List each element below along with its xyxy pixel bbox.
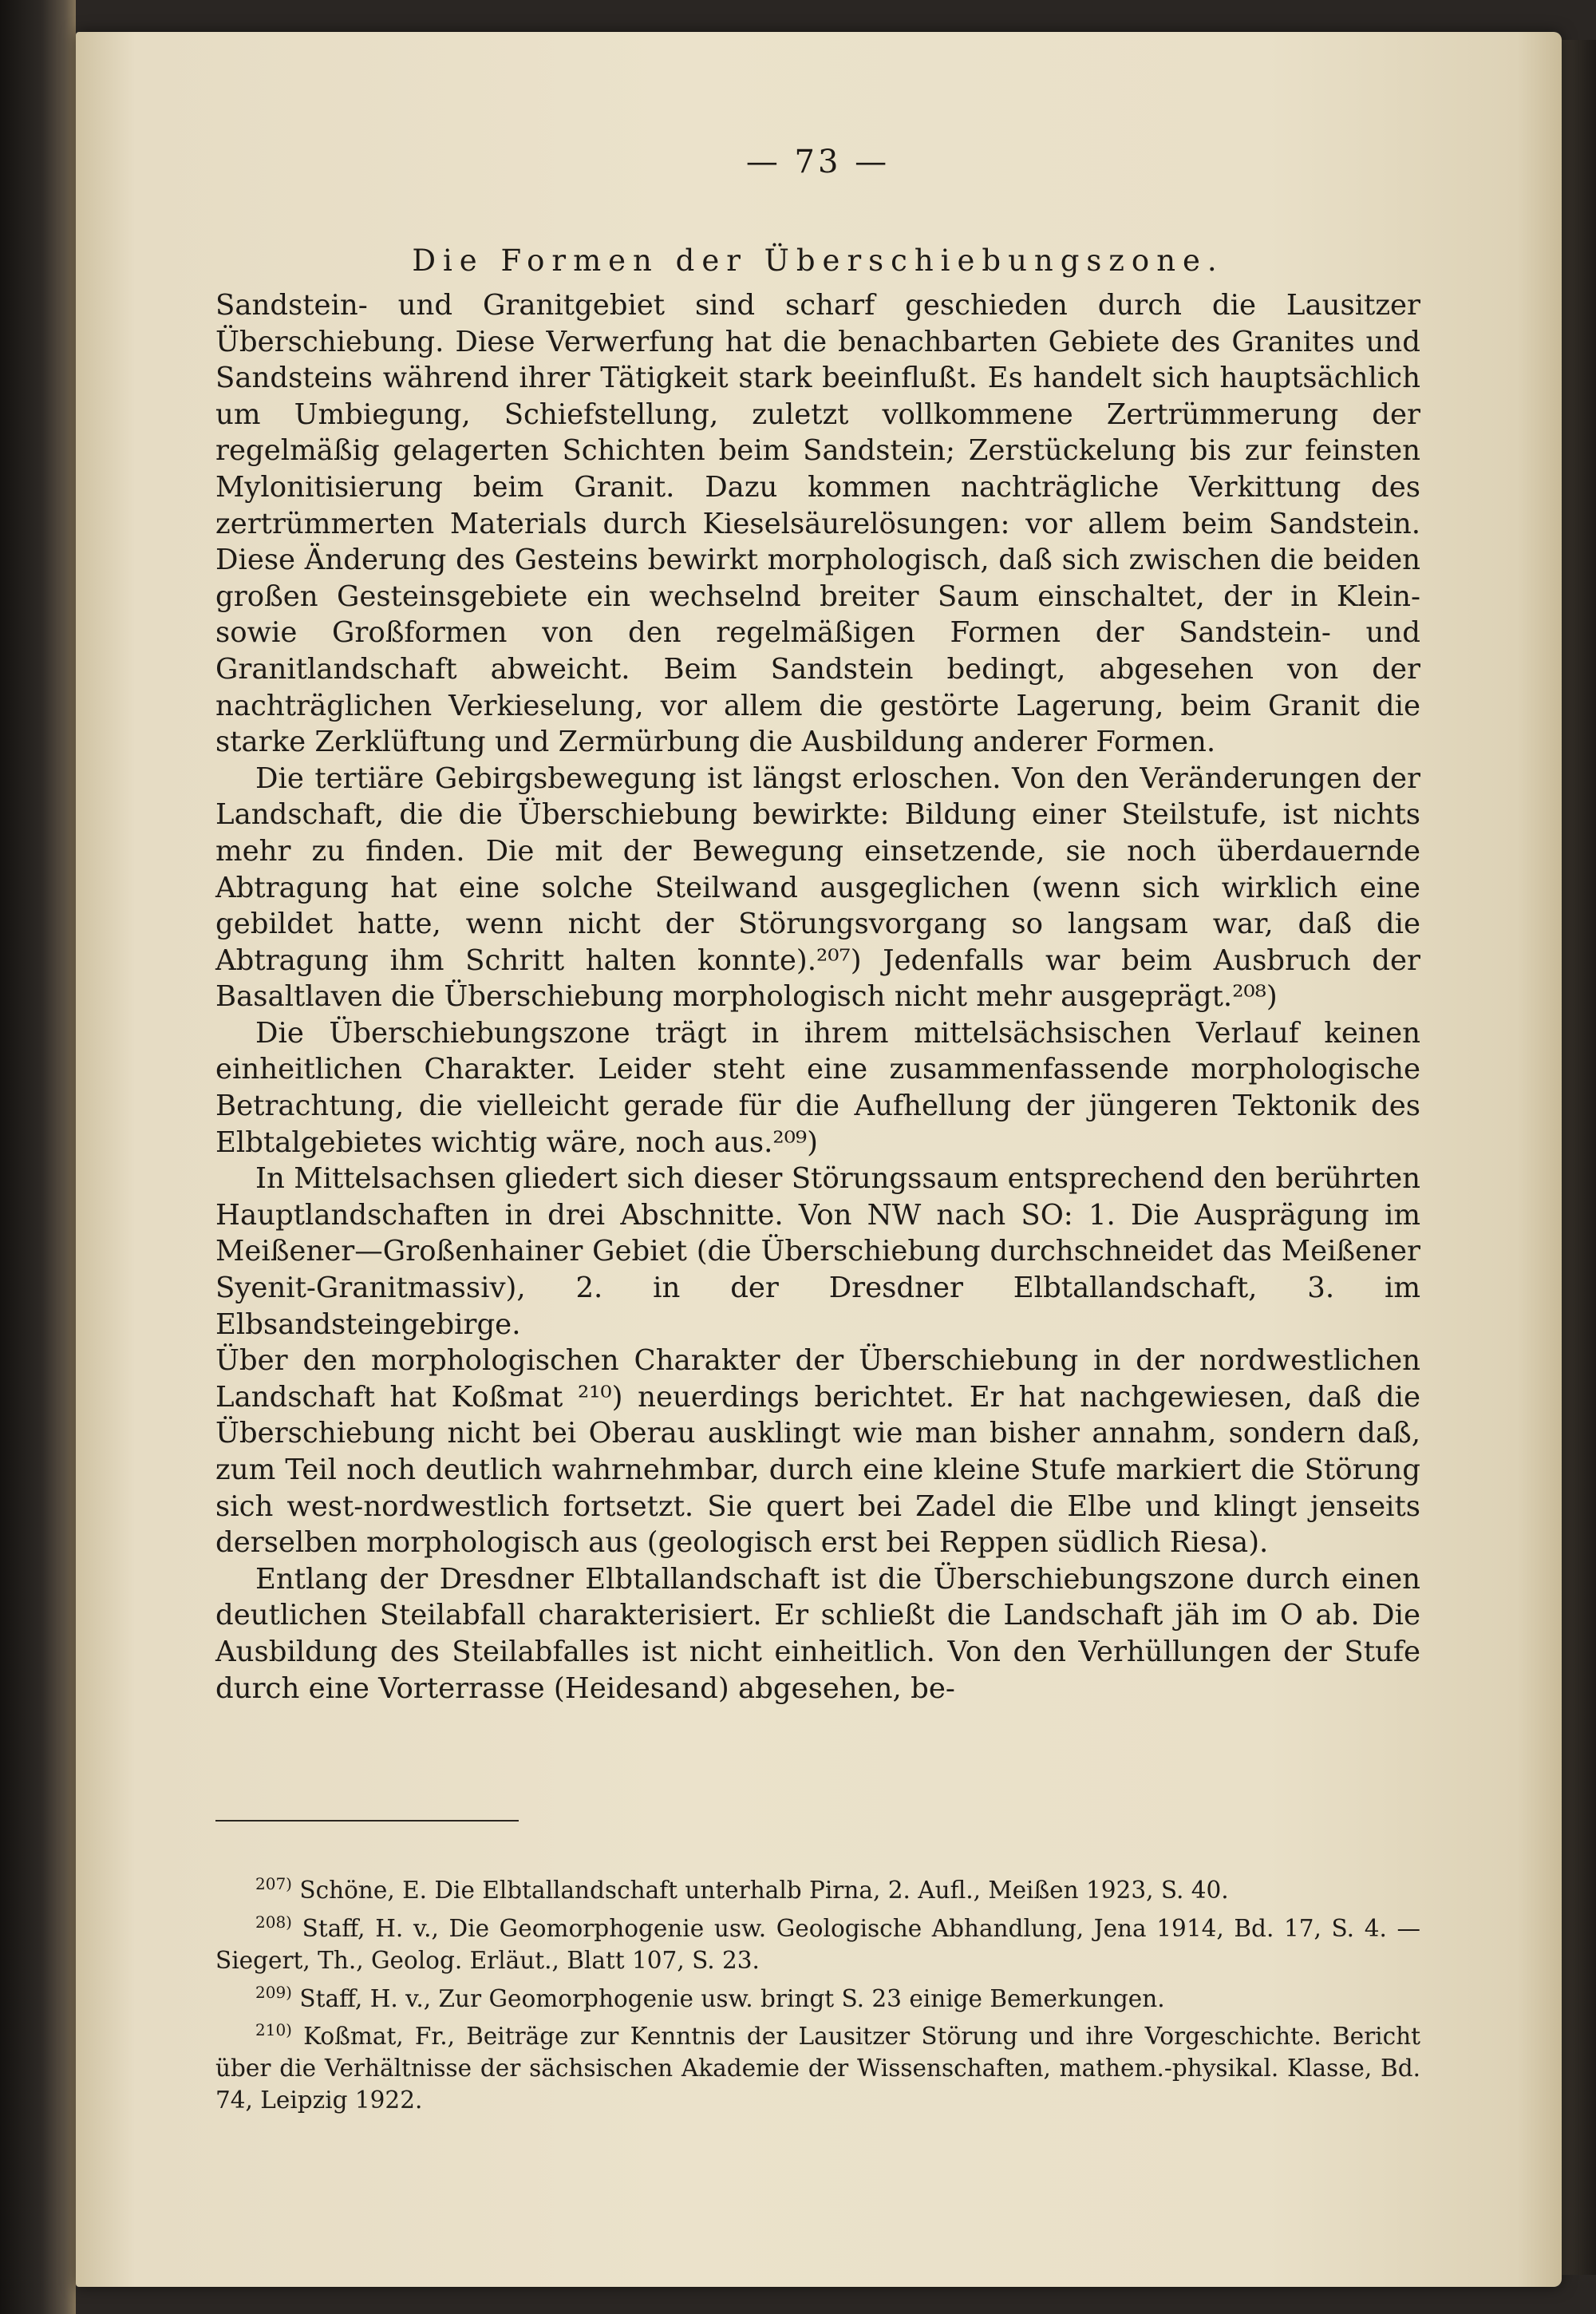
body-text — [215, 287, 1420, 1707]
footnote-text: Koßmat, Fr., Beiträge zur Kenntnis der Lausitzer Störung und ihre Vorgeschichte. Bericht über die Verhältnisse der sächsischen Akademie der Wissenschaften, mathem.-physikal. Klasse, Bd. 74, Leipzig 1922. — [215, 2023, 1420, 2114]
footnote — [215, 1868, 1420, 1906]
footnote-text: Staff, H. v., Die Geomorphogenie usw. Geologische Abhandlung, Jena 1914, Bd. 17, S. 4. — Siegert, Th., Geolog. Erläut., Blatt 107, S. 23. — [215, 1914, 1420, 1974]
footnote-number: 208) — [255, 1912, 292, 1932]
footnote — [215, 1906, 1420, 1976]
paragraph: Entlang der Dresdner Elbtallandschaft ist die Überschiebungszone durch einen deutlichen Steilabfall charakterisiert. Er schließt die Landschaft jäh im O ab. Die Ausbildung des Steilabfalles ist nicht einheitlich. Von den Verhüllungen der Stufe durch eine Vorterrasse (Heidesand) abgesehen, be- — [215, 1562, 1420, 1705]
book-page — [76, 32, 1562, 2287]
paragraph: In Mittelsachsen gliedert sich dieser Störungssaum entsprechend den berührten Hauptlandschaften in drei Abschnitte. Von NW nach SO: 1. Die Ausprägung im Meißener—Großenhainer Gebiet (die Überschiebung durchschneidet das Meißener Syenit-Granitmassiv), 2. in der Dresdner Elbtallandschaft, 3. im Elbsandsteingebirge. — [215, 1162, 1420, 1341]
section-title: Die Formen der Überschiebungszone. — [412, 243, 1224, 278]
footnote-number: 207) — [255, 1874, 292, 1893]
footnote — [215, 2014, 1420, 2116]
page-number: — 73 — — [745, 144, 891, 180]
paragraph: Die Überschiebungszone trägt in ihrem mittelsächsischen Verlauf keinen einheitlichen Charakter. Leider steht eine zusammenfassende morphologische Betrachtung, die vielleicht gerade für die Aufhellung der jüngeren Tektonik des Elbtalgebietes wichtig wäre, noch aus.²⁰⁹) — [215, 1016, 1420, 1159]
footnote-text: Schöne, E. Die Elbtallandschaft unterhalb Pirna, 2. Aufl., Meißen 1923, S. 40. — [299, 1876, 1229, 1904]
paragraph: Über den morphologischen Charakter der Überschiebung in der nordwestlichen Landschaft hat Koßmat ²¹⁰) neuerdings berichtet. Er hat nachgewiesen, daß die Überschiebung nicht bei Oberau ausklingt wie man bisher annahm, sondern daß, zum Teil noch deutlich wahrnehmbar, durch eine kleine Stufe markiert die Störung sich west-nordwestlich fortsetzt. Sie quert bei Zadel die Elbe und klingt jenseits derselben morphologisch aus (geologisch erst bei Reppen südlich Riesa). — [215, 1344, 1420, 1560]
paragraph: Sandstein- und Granitgebiet sind scharf geschieden durch die Lausitzer Überschiebung. Diese Verwerfung hat die benachbarten Gebiete des Granites und Sandsteins während ihrer Tätigkeit stark beeinflußt. Es handelt sich hauptsächlich um Umbiegung, Schiefstellung, zuletzt vollkommene Zertrümmerung der regelmäßig gelagerten Schichten beim Sandstein; Zerstückelung bis zur feinsten Mylonitisierung beim Granit. Dazu kommen nachträgliche Verkittung des zertrümmerten Materials durch Kieselsäurelösungen: vor allem beim Sandstein. Diese Änderung des Gesteins bewirkt morphologisch, daß sich zwischen die beiden großen Gesteinsgebiete ein wechselnd breiter Saum einschaltet, der in Klein- sowie Großformen von den regelmäßigen Formen der Sandstein- und Granitlandschaft abweicht. Beim Sandstein bedingt, abgesehen von der nachträglichen Verkieselung, vor allem die gestörte Lagerung, beim Granit die starke Zerklüftung und Zermürbung die Ausbildung anderer Formen. — [215, 289, 1420, 759]
page-edge-shadow — [1562, 40, 1596, 2275]
footnote-divider — [215, 1820, 519, 1822]
footnote-text: Staff, H. v., Zur Geomorphogenie usw. bringt S. 23 einige Bemerkungen. — [299, 1984, 1165, 2012]
book-binding — [0, 0, 76, 2314]
footnotes — [215, 1868, 1420, 2116]
footnote-number: 209) — [255, 1982, 292, 2002]
footnote-number: 210) — [255, 2020, 292, 2040]
footnote — [215, 1976, 1420, 2015]
paragraph: Die tertiäre Gebirgsbewegung ist längst erloschen. Von den Veränderungen der Landschaft, die die Überschiebung bewirkte: Bildung einer Steilstufe, ist nichts mehr zu finden. Die mit der Bewegung einsetzende, sie noch überdauernde Abtragung hat eine solche Steilwand ausgeglichen (wenn sich wirklich eine gebildet hatte, wenn nicht der Störungsvorgang so langsam war, daß die Abtragung ihm Schritt halten konnte).²⁰⁷) Jedenfalls war beim Ausbruch der Basaltlaven die Überschiebung morphologisch nicht mehr ausgeprägt.²⁰⁸) — [215, 761, 1420, 1014]
